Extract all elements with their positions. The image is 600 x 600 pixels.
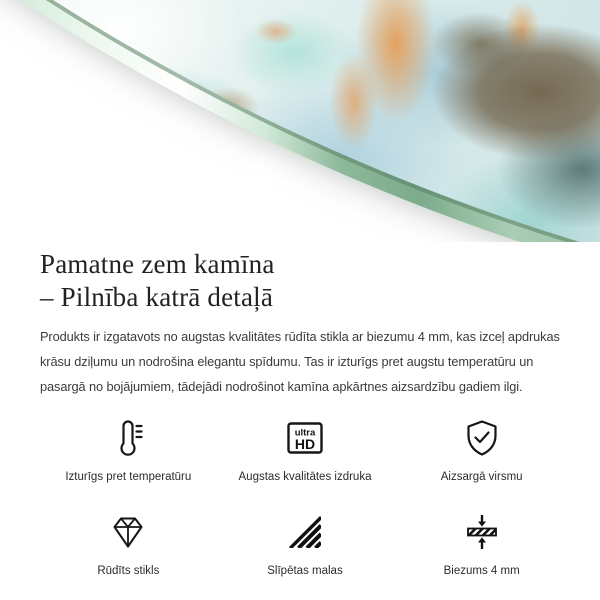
hero-image <box>0 0 600 242</box>
feature-surface-protection <box>393 417 570 483</box>
feature-label: Augstas kvalitātes izdruka <box>238 471 372 483</box>
title-line-1: Pamatne zem kamīna <box>40 249 275 279</box>
feature-label: Izturīgs pret temperatūru <box>65 471 192 483</box>
product-description: Produkts ir izgatavots no augstas kvalitātes rūdīta stikla ar biezumu 4 mm, kas izceļ apdrukas krāsu dziļumu un nodrošina elegantu spīdumu. Tas ir izturīgs pret augstu temperatūru un pasargā no bojājumiem, tādejādi nodrošinot kamīna apkārtnes aizsardzību gadiem ilgi. <box>40 329 560 394</box>
feature-thickness <box>393 511 570 577</box>
feature-label: Biezums 4 mm <box>443 565 520 577</box>
shield-check-icon <box>462 418 502 458</box>
feature-label: Slīpētas malas <box>267 565 343 577</box>
feature-grid <box>40 417 570 577</box>
thermometer-icon <box>108 418 148 458</box>
beveled-edges-icon <box>285 512 325 552</box>
feature-label: Aizsargā virsmu <box>440 471 523 483</box>
ultra-hd-icon-text-bottom: HD <box>294 436 316 452</box>
content-section <box>0 248 600 577</box>
page-title <box>40 248 570 314</box>
feature-print-quality <box>217 417 394 483</box>
feature-temperature <box>40 417 217 483</box>
sparkle-small-icon <box>290 186 312 208</box>
thickness-icon <box>462 512 502 552</box>
ultra-hd-icon-text-top: ultra <box>294 427 316 439</box>
feature-tempered-glass <box>40 511 217 577</box>
diamond-icon <box>108 512 148 552</box>
feature-polished-edges <box>217 511 394 577</box>
sparkle-icon <box>232 152 292 212</box>
ultra-hd-icon <box>285 418 325 458</box>
feature-label: Rūdīts stikls <box>97 565 160 577</box>
title-line-2: – Pilnība katrā detaļā <box>40 282 274 312</box>
